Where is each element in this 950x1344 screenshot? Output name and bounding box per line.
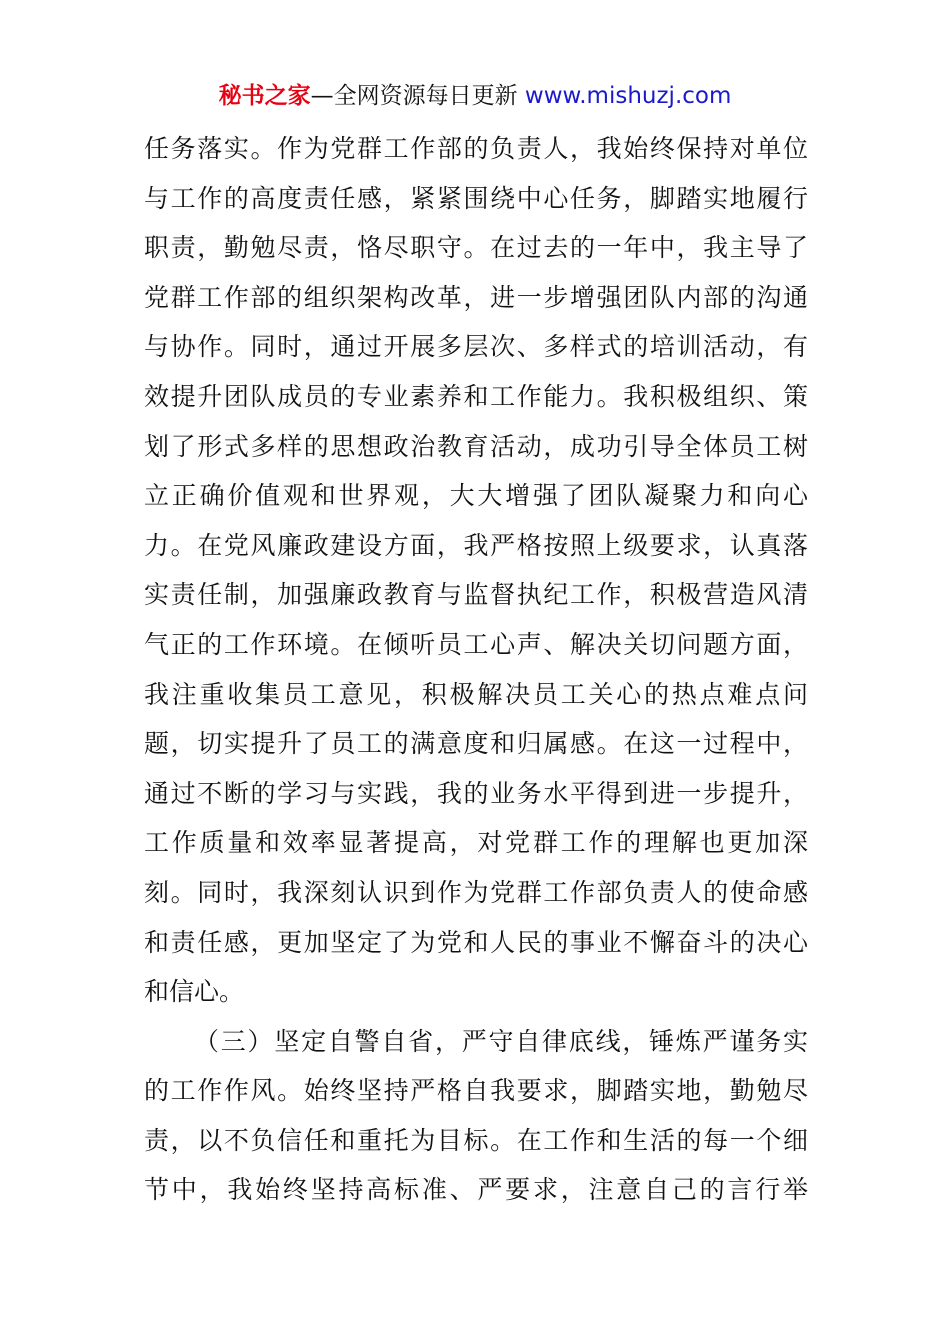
text-line: 工作质量和效率显著提高，对党群工作的理解也更加深 (144, 828, 808, 858)
text-line: 力。在党风廉政建设方面，我严格按照上级要求，认真落 (144, 530, 808, 560)
paragraph-1 (144, 124, 808, 1017)
text-line: 和信心。 (144, 977, 245, 1007)
text-line: 责，以不负信任和重托为目标。在工作和生活的每一个细 (144, 1125, 808, 1155)
text-line: 节中，我始终坚持高标准、严要求，注意自己的言行举 (144, 1175, 808, 1205)
site-brand: 秘书之家 (218, 83, 311, 109)
text-line: 刻。同时，我深刻认识到作为党群工作部负责人的使命感 (144, 877, 808, 907)
text-line: 和责任感，更加坚定了为党和人民的事业不懈奋斗的决心 (144, 927, 808, 957)
document-header (0, 80, 950, 112)
text-line: 题，切实提升了员工的满意度和归属感。在这一过程中， (144, 729, 808, 759)
text-line: 立正确价值观和世界观，大大增强了团队凝聚力和向心 (144, 481, 808, 511)
text-line: 我注重收集员工意见，积极解决员工关心的热点难点问 (144, 679, 808, 709)
text-line: 与工作的高度责任感，紧紧围绕中心任务，脚踏实地履行 (144, 183, 808, 213)
text-line: （三）坚定自警自省，严守自律底线，锤炼严谨务实 (194, 1026, 808, 1056)
text-line: 任务落实。作为党群工作部的负责人，我始终保持对单位 (144, 134, 808, 163)
site-url-link[interactable]: www.mishuzj.com (524, 83, 732, 109)
text-line: 气正的工作环境。在倾听员工心声、解决关切问题方面， (144, 629, 808, 659)
text-line: 效提升团队成员的专业素养和工作能力。我积极组织、策 (144, 381, 808, 411)
paragraph-2 (144, 1017, 808, 1215)
text-line: 通过不断的学习与实践，我的业务水平得到进一步提升， (144, 778, 808, 808)
text-line: 的工作作风。始终坚持严格自我要求，脚踏实地，勤勉尽 (144, 1076, 808, 1106)
text-line: 与协作。同时，通过开展多层次、多样式的培训活动，有 (144, 332, 808, 362)
text-line: 实责任制，加强廉政教育与监督执纪工作，积极营造风清 (144, 580, 808, 610)
document-body (144, 124, 808, 1215)
text-line: 划了形式多样的思想政治教育活动，成功引导全体员工树 (144, 431, 808, 461)
site-tagline: —全网资源每日更新 (310, 83, 525, 109)
text-line: 职责，勤勉尽责，恪尽职守。在过去的一年中，我主导了 (144, 233, 808, 263)
text-line: 党群工作部的组织架构改革，进一步增强团队内部的沟通 (144, 282, 808, 312)
